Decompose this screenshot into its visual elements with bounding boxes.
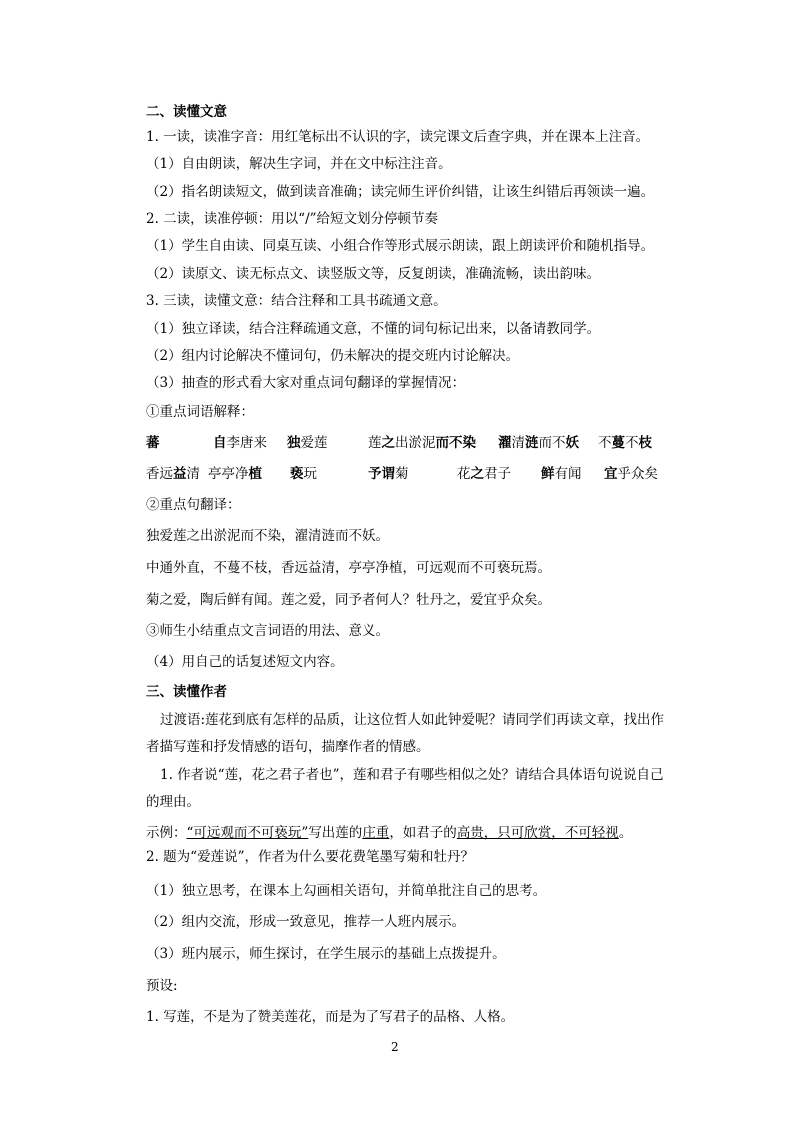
task-1: （1）独立思考，在课本上勾画相关语句，并简单批注自己的思考。 (146, 883, 547, 899)
step-1: 1. 一读，读准字音：用红笔标出不认识的字，读完课文后查字典，并在课本上注音。 (146, 129, 650, 145)
vocab-item: 独爱莲 (287, 435, 328, 451)
vocab-item: 莲之出淤泥而不染 (368, 435, 476, 451)
step-3-1: （1）独立译读，结合注释疏通文意，不懂的词句标记出来，以备请教同学。 (146, 321, 601, 337)
vocab-item: 香远益清 (146, 466, 200, 482)
transition-line-1: 过渡语:莲花到底有怎样的品质，让这位哲人如此钟爱呢？请同学们再读文章，找出作 (160, 712, 665, 728)
vocab-item: 宜乎众矣 (604, 466, 658, 482)
sentence-1: 独爱莲之出淤泥而不染，濯清涟而不妖。 (146, 528, 389, 544)
vocab-item: 予谓菊 (368, 466, 409, 482)
sentence-2: 中通外直，不蔓不枝，香远益清，亭亭净植，可远观而不可亵玩焉。 (146, 560, 551, 576)
step-2-2: （2）读原文、读无标点文、读竖版文等，反复朗读，准确流畅，读出韵味。 (146, 266, 601, 282)
transition-line-2: 者描写莲和抒发情感的语句，揣摩作者的情感。 (146, 739, 430, 755)
question-1-line-2: 的理由。 (146, 794, 200, 810)
sentence-title: ②重点句翻译： (146, 497, 241, 513)
vocab-item: 自李唐来 (213, 435, 267, 451)
step-3: 3. 三读，读懂文意：结合注释和工具书疏通文意。 (146, 293, 447, 309)
step-1-2: （2）指名朗读短文，做到读音准确；读完师生评价纠错，让该生纠错后再领读一遍。 (146, 184, 655, 200)
summary-line: ③师生小结重点文言词语的用法、意义。 (146, 623, 389, 639)
preset-label: 预设: (146, 978, 178, 994)
question-1-line-1: 1. 作者说“莲，花之君子者也”，莲和君子有哪些相似之处？请结合具体语句说说自己 (160, 767, 664, 783)
vocab-item: 鲜有闻 (541, 466, 582, 482)
vocab-item: 亵玩 (290, 466, 317, 482)
answer-1: 1. 写莲，不是为了赞美莲花，而是为了写君子的品格、人格。 (146, 1009, 515, 1025)
vocab-item: 花之君子 (457, 466, 511, 482)
vocab-item: 不蔓不枝 (598, 435, 652, 451)
task-2: （2）组内交流，形成一致意见，推荐一人班内展示。 (146, 914, 466, 930)
step-2: 2. 二读，读准停顿：用以“/”给短文划分停顿节奏 (146, 211, 439, 227)
section-heading-2: 二、读懂文意 (146, 104, 227, 120)
page-number: 2 (391, 1040, 399, 1054)
example-line: 示例：“可远观而不可亵玩”写出莲的庄重，如君子的高贵，只可欣赏，不可轻视。 (146, 825, 633, 841)
sentence-3: 菊之爱，陶后鲜有闻。莲之爱，同予者何人？牡丹之，爱宜乎众矣。 (146, 592, 551, 608)
task-3: （3）班内展示，师生探讨，在学生展示的基础上点拨提升。 (146, 946, 506, 962)
vocab-item: 蕃 (146, 435, 160, 451)
step-3-2: （2）组内讨论解决不懂词句，仍未解决的提交班内讨论解决。 (146, 348, 520, 364)
retell-line: （4）用自己的话复述短文内容。 (146, 654, 344, 670)
section-heading-3: 三、读懂作者 (146, 684, 227, 700)
vocab-item: 亭亭净植 (208, 466, 262, 482)
vocab-title: ①重点词语解释： (146, 404, 254, 420)
vocab-item: 濯清涟而不妖 (498, 435, 579, 451)
step-3-3: （3）抽查的形式看大家对重点词句翻译的掌握情况： (146, 375, 466, 391)
step-1-1: （1）自由朗读，解决生字词，并在文中标注注音。 (146, 156, 452, 172)
step-2-1: （1）学生自由读、同桌互读、小组合作等形式展示朗读，跟上朗读评价和随机指导。 (146, 238, 655, 254)
question-2: 2. 题为“爱莲说”，作者为什么要花费笔墨写菊和牡丹？ (146, 849, 474, 865)
